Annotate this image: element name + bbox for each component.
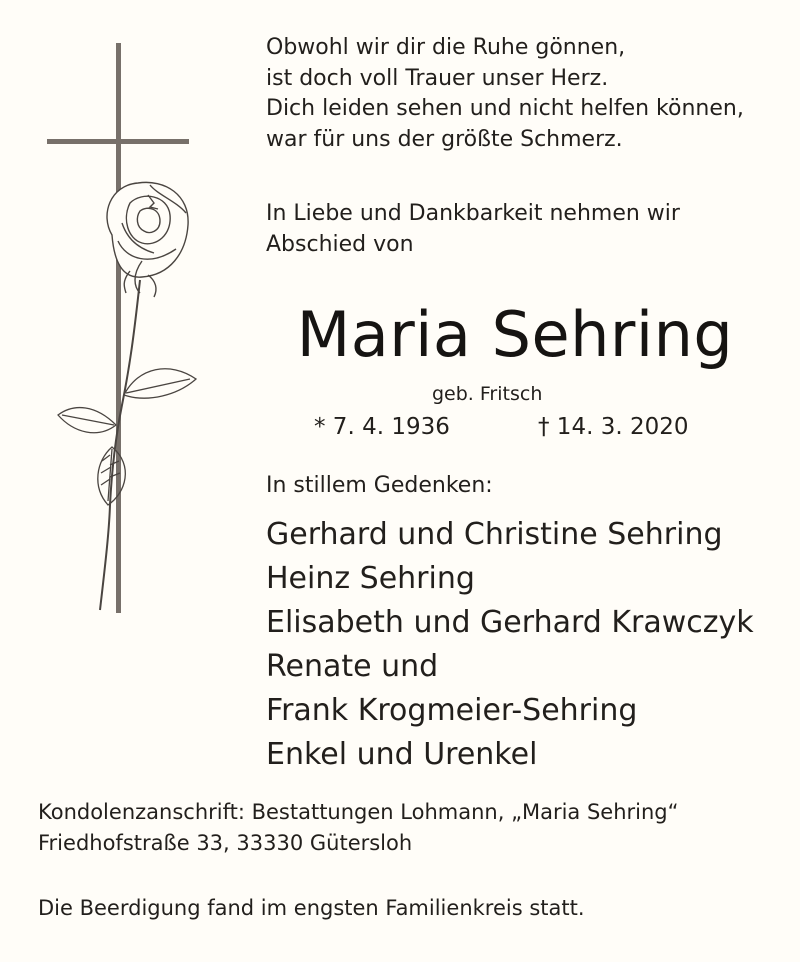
mourner-line: Renate und — [266, 649, 439, 684]
mourner-line: Heinz Sehring — [266, 561, 475, 596]
mourner-line: Frank Krogmeier-Sehring — [266, 693, 638, 728]
poem — [266, 33, 744, 155]
memory-heading: In stillem Gedenken: — [266, 473, 493, 498]
death-date: † 14. 3. 2020 — [538, 414, 689, 440]
funeral-note: Die Beerdigung fand im engsten Familienkreis statt. — [38, 896, 585, 920]
life-dates — [314, 410, 734, 444]
mourners-list — [266, 513, 754, 777]
cross-with-rose-icon — [30, 35, 220, 625]
poem-line: Dich leiden sehen und nicht helfen können, — [266, 96, 744, 121]
intro-line: Abschied von — [266, 232, 414, 257]
farewell-intro — [266, 198, 680, 260]
poem-line: Obwohl wir dir die Ruhe gönnen, — [266, 35, 626, 60]
birth-date: * 7. 4. 1936 — [314, 414, 450, 440]
deceased-name: Maria Sehring — [296, 298, 734, 371]
mourner-line: Elisabeth und Gerhard Krawczyk — [266, 605, 754, 640]
condolence-address — [38, 797, 679, 859]
address-line: Friedhofstraße 33, 33330 Gütersloh — [38, 831, 413, 855]
address-line: Kondolenzanschrift: Bestattungen Lohmann, „Maria Sehring“ — [38, 800, 679, 824]
mourner-line: Enkel und Urenkel — [266, 737, 538, 772]
birth-name: geb. Fritsch — [432, 383, 543, 405]
poem-line: ist doch voll Trauer unser Herz. — [266, 65, 609, 91]
intro-line: In Liebe und Dankbarkeit nehmen wir — [266, 201, 680, 226]
poem-line: war für uns der größte Schmerz. — [266, 126, 623, 152]
mourner-line: Gerhard und Christine Sehring — [266, 517, 723, 552]
